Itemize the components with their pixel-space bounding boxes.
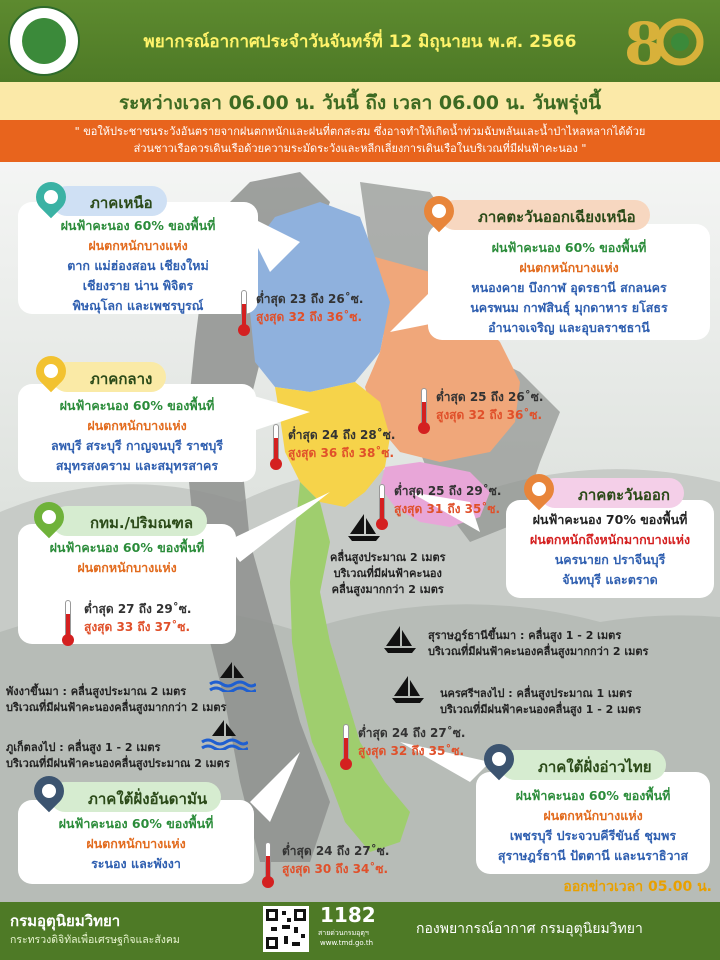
gulf-south-thermometer-icon bbox=[340, 724, 352, 770]
northeast-temp-low: ต่ำสุด 25 ถึง 26˚ซ. bbox=[436, 390, 544, 404]
phangnga-wave-info bbox=[6, 684, 226, 716]
gulf-south-temperature bbox=[358, 724, 465, 760]
andaman-temperature bbox=[282, 842, 389, 878]
central-rain-chance: ฝนฟ้าคะนอง 60% ของพื้นที่ bbox=[59, 398, 215, 413]
gulf-south-rain-chance: ฝนฟ้าคะนอง 60% ของพื้นที่ bbox=[515, 788, 671, 803]
gulf-south-temp-low: ต่ำสุด 24 ถึง 27˚ซ. bbox=[358, 726, 466, 740]
hotline-caption: สายด่วนกรมอุตุฯ bbox=[318, 929, 369, 937]
north-rain-chance: ฝนฟ้าคะนอง 60% ของพื้นที่ bbox=[60, 218, 216, 233]
northeast-rain-chance: ฝนฟ้าคะนอง 60% ของพื้นที่ bbox=[491, 240, 647, 255]
andaman-temp-low: ต่ำสุด 24 ถึง 27˚ซ. bbox=[282, 844, 390, 858]
bangkok-temperature bbox=[84, 600, 191, 636]
central-temp-high: สูงสุด 36 ถึง 38˚ซ. bbox=[288, 446, 395, 460]
northeast-provinces-2: นครพนม กาฬสินธุ์ มุกดาหาร ยโสธร bbox=[470, 300, 668, 315]
northeast-thermometer-icon bbox=[418, 388, 430, 434]
svg-text:8: 8 bbox=[624, 10, 665, 76]
andaman-forecast-card bbox=[18, 800, 254, 884]
upper-gulf-wave-2: บริเวณที่มีฝนฟ้าคะนอง bbox=[333, 567, 442, 580]
north-thermometer-icon bbox=[238, 290, 250, 336]
sailboat-icon bbox=[344, 512, 384, 544]
central-provinces-1: ลพบุรี สระบุรี กาญจนบุรี ราชบุรี bbox=[51, 438, 223, 453]
qr-code-icon[interactable] bbox=[263, 906, 309, 952]
northeast-forecast-card bbox=[428, 224, 710, 340]
andaman-temp-high: สูงสุด 30 ถึง 34˚ซ. bbox=[282, 862, 389, 876]
emblem-icon bbox=[22, 18, 66, 64]
sailboat-icon bbox=[380, 624, 420, 656]
footer-division: กองพยากรณ์อากาศ กรมอุตุนิยมวิทยา bbox=[416, 921, 643, 937]
north-temperature bbox=[256, 290, 363, 326]
north-temp-low: ต่ำสุด 23 ถึง 26˚ซ. bbox=[256, 292, 364, 306]
gulf-south-forecast-card bbox=[476, 772, 710, 874]
upper-gulf-wave-info bbox=[330, 550, 446, 598]
bangkok-heavy-rain: ฝนตกหนักบางแห่ง bbox=[77, 560, 177, 575]
central-region-tag: ภาคกลาง bbox=[52, 362, 166, 392]
department-logo bbox=[8, 6, 80, 76]
upper-gulf-wave-3: คลื่นสูงมากกว่า 2 เมตร bbox=[331, 583, 444, 596]
phuket-wave-2: บริเวณที่มีฝนฟ้าคะนองคลื่นสูงประมาณ 2 เมตร bbox=[6, 757, 230, 770]
andaman-thermometer-icon bbox=[262, 842, 274, 888]
bangkok-temp-high: สูงสุด 33 ถึง 37˚ซ. bbox=[84, 620, 191, 634]
forecast-period: ระหว่างเวลา 06.00 น. วันนี้ ถึง เวลา 06.00 น. วันพรุ่งนี้ bbox=[118, 92, 602, 114]
gulf-south-heavy-rain: ฝนตกหนักบางแห่ง bbox=[543, 808, 643, 823]
northeast-temperature bbox=[436, 388, 543, 424]
forecast-map-area bbox=[0, 162, 720, 902]
east-forecast-card bbox=[506, 500, 714, 598]
central-forecast-card bbox=[18, 384, 256, 482]
warning-text bbox=[40, 123, 680, 157]
gulf-south-temp-high: สูงสุด 32 ถึง 35˚ซ. bbox=[358, 744, 465, 758]
website-link[interactable]: www.tmd.go.th bbox=[320, 939, 373, 947]
northeast-heavy-rain: ฝนตกหนักบางแห่ง bbox=[519, 260, 619, 275]
north-provinces-3: พิษณุโลก และเพชรบูรณ์ bbox=[72, 298, 204, 313]
north-provinces-1: ตาก แม่ฮ่องสอน เชียงใหม่ bbox=[67, 258, 209, 273]
gulf-south-provinces-1: เพชรบุรี ประจวบคีรีขันธ์ ชุมพร bbox=[509, 828, 677, 843]
upper-gulf-wave-1: คลื่นสูงประมาณ 2 เมตร bbox=[330, 551, 446, 564]
northeast-region-tag: ภาคตะวันออกเฉียงเหนือ bbox=[440, 200, 650, 230]
nakhon-wave-1: นครศรีฯลงไป : คลื่นสูงประมาณ 1 เมตร bbox=[440, 687, 633, 700]
east-provinces-1: นครนายก ปราจีนบุรี bbox=[554, 552, 666, 567]
surat-wave-2: บริเวณที่มีฝนฟ้าคะนองคลื่นสูงมากกว่า 2 เมตร bbox=[428, 645, 649, 658]
page-title: พยากรณ์อากาศประจำวันจันทร์ที่ 12 มิถุนายน พ.ศ. 2566 bbox=[143, 32, 577, 52]
east-rain-chance: ฝนฟ้าคะนอง 70% ของพื้นที่ bbox=[532, 512, 688, 527]
phuket-wave-1: ภูเก็ตลงไป : คลื่นสูง 1 - 2 เมตร bbox=[6, 741, 161, 754]
northeast-provinces-1: หนองคาย บึงกาฬ อุดรธานี สกลนคร bbox=[471, 280, 667, 295]
central-temperature bbox=[288, 426, 395, 462]
andaman-rain-chance: ฝนฟ้าคะนอง 60% ของพื้นที่ bbox=[58, 816, 214, 831]
east-temperature bbox=[394, 482, 501, 518]
east-temp-low: ต่ำสุด 25 ถึง 29˚ซ. bbox=[394, 484, 502, 498]
gulf-south-region-tag: ภาคใต้ฝั่งอ่าวไทย bbox=[500, 750, 666, 780]
surat-wave-1: สุราษฎร์ธานีขึ้นมา : คลื่นสูง 1 - 2 เมตร bbox=[428, 629, 622, 642]
andaman-heavy-rain: ฝนตกหนักบางแห่ง bbox=[86, 836, 186, 851]
central-provinces-2: สมุทรสงคราม และสมุทรสาคร bbox=[55, 458, 219, 473]
east-temp-high: สูงสุด 31 ถึง 35˚ซ. bbox=[394, 502, 501, 516]
warning-line-2: ส่วนชาวเรือควรเดินเรือด้วยความระมัดระวังและหลีกเลี่ยงการเดินเรือในบริเวณที่มีฝนฟ้าคะนอง " bbox=[133, 142, 587, 155]
bangkok-rain-chance: ฝนฟ้าคะนอง 60% ของพื้นที่ bbox=[49, 540, 205, 555]
north-provinces-2: เชียงราย น่าน พิจิตร bbox=[82, 278, 194, 293]
north-temp-high: สูงสุด 32 ถึง 36˚ซ. bbox=[256, 310, 363, 324]
issue-time: ออกข่าวเวลา 05.00 น. bbox=[563, 879, 712, 895]
central-heavy-rain: ฝนตกหนักบางแห่ง bbox=[87, 418, 187, 433]
footer-department: กรมอุตุนิยมวิทยา bbox=[10, 912, 121, 930]
northeast-temp-high: สูงสุด 32 ถึง 36˚ซ. bbox=[436, 408, 543, 422]
hotline-number: 1182 bbox=[320, 903, 376, 927]
phuket-wave-info bbox=[6, 740, 230, 772]
northeast-provinces-3: อำนาจเจริญ และอุบลราชธานี bbox=[488, 320, 650, 335]
nakhon-wave-2: บริเวณที่มีฝนฟ้าคะนองคลื่นสูง 1 - 2 เมตร bbox=[440, 703, 642, 716]
east-heavy-rain: ฝนตกหนักถึงหนักมากบางแห่ง bbox=[529, 532, 691, 547]
east-region-tag: ภาคตะวันออก bbox=[540, 478, 684, 508]
gulf-south-provinces-2: สุราษฎร์ธานี ปัตตานี และนราธิวาส bbox=[497, 848, 689, 863]
north-forecast-card bbox=[18, 202, 258, 314]
bangkok-temp-low: ต่ำสุด 27 ถึง 29˚ซ. bbox=[84, 602, 192, 616]
central-temp-low: ต่ำสุด 24 ถึง 28˚ซ. bbox=[288, 428, 396, 442]
north-heavy-rain: ฝนตกหนักบางแห่ง bbox=[88, 238, 188, 253]
central-thermometer-icon bbox=[270, 424, 282, 470]
andaman-region-tag: ภาคใต้ฝั่งอันดามัน bbox=[50, 782, 221, 812]
phangnga-wave-2: บริเวณที่มีฝนฟ้าคะนองคลื่นสูงมากกว่า 2 เมตร bbox=[6, 701, 227, 714]
nakhon-wave-info bbox=[440, 686, 641, 718]
phangnga-wave-1: พังงาขึ้นมา : คลื่นสูงประมาณ 2 เมตร bbox=[6, 685, 187, 698]
warning-line-1: " ขอให้ประชาชนระวังอันตรายจากฝนตกหนักและฝนที่ตกสะสม ซึ่งอาจทำให้เกิดน้ำท่วมฉับพลันและน้ำป่าไหลหลากได้ด้วย bbox=[74, 125, 646, 138]
east-provinces-2: จันทบุรี และตราด bbox=[562, 572, 658, 587]
bangkok-region-tag: กทม./ปริมณฑล bbox=[52, 506, 207, 536]
footer-ministry: กระทรวงดิจิทัลเพื่อเศรษฐกิจและสังคม bbox=[10, 934, 180, 946]
sailboat-icon bbox=[388, 674, 428, 706]
anniversary-logo bbox=[618, 6, 710, 76]
andaman-provinces: ระนอง และพังงา bbox=[91, 856, 181, 871]
north-region-tag: ภาคเหนือ bbox=[52, 186, 167, 216]
bangkok-thermometer-icon bbox=[62, 600, 74, 646]
surat-wave-info bbox=[428, 628, 648, 660]
